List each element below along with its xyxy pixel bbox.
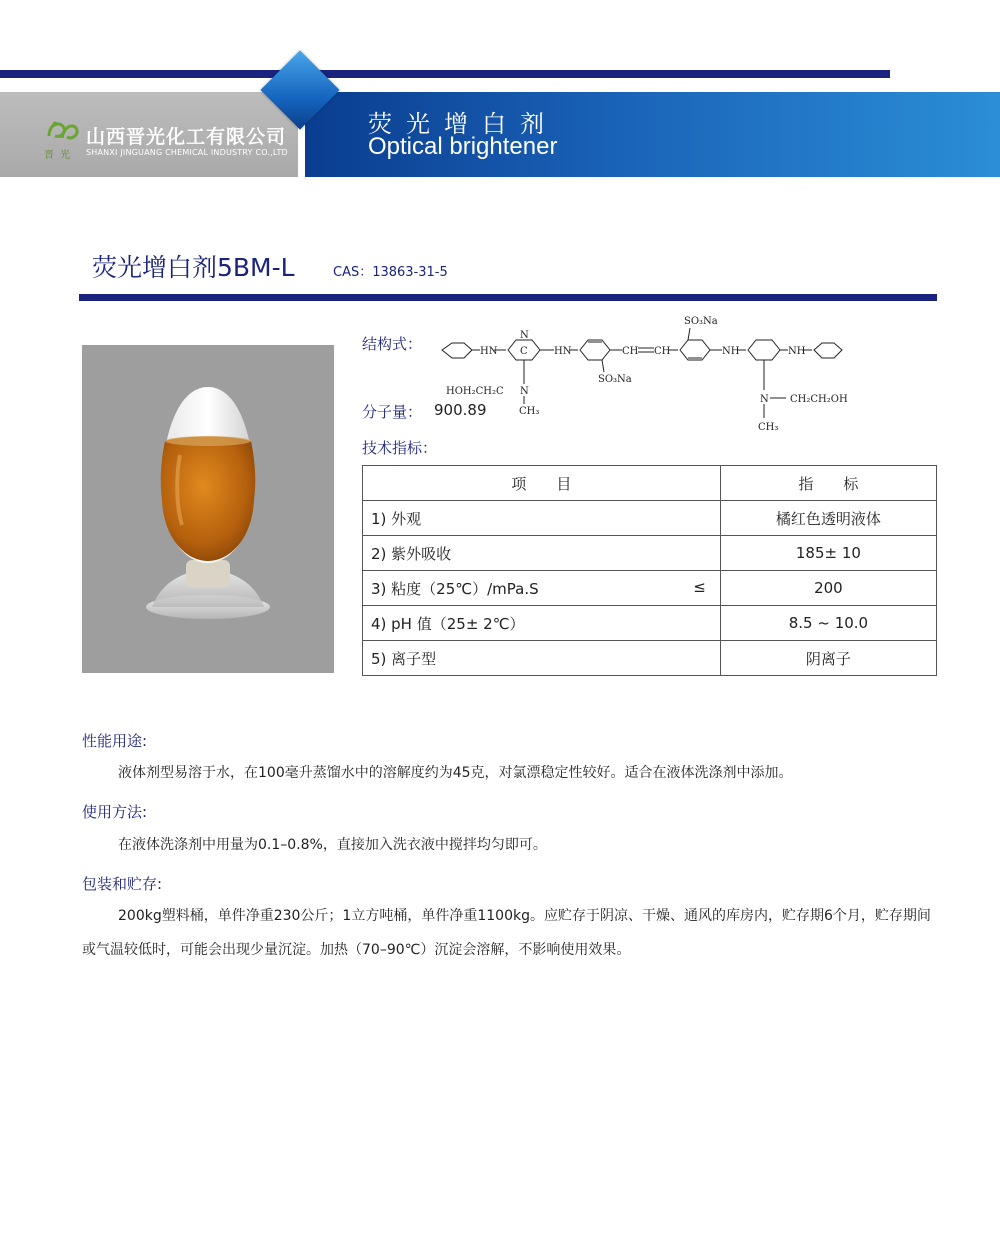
nh-group: NH (788, 346, 806, 357)
molecular-weight-value: 900.89 (434, 401, 487, 419)
ch-group: CH (654, 346, 671, 357)
c-atom: C (520, 346, 528, 357)
hn-group: HN (554, 346, 572, 357)
table-row (363, 606, 937, 641)
n-atom: N (760, 394, 769, 405)
spec-value: 8.5 ~ 10.0 (720, 606, 936, 641)
header-top-stripe (0, 70, 890, 78)
spec-table (362, 465, 937, 676)
company-name-en: SHANXI JINGUANG CHEMICAL INDUSTRY CO.,LTD (86, 148, 288, 157)
nh-group: NH (722, 346, 740, 357)
spec-item: 1) 外观 (371, 509, 422, 528)
table-header-row (363, 466, 937, 501)
method-text: 在液体洗涤剂中用量为0.1–0.8%，直接加入洗衣液中搅拌均匀即可。 (118, 837, 547, 853)
n-atom: N (520, 330, 529, 341)
product-name: 荧光增白剂5BM-L (92, 253, 295, 282)
methyl-right: CH₃ (758, 422, 779, 433)
header-item: 项 目 (363, 466, 721, 501)
table-row (363, 641, 937, 676)
flask-image (82, 345, 334, 673)
usage-heading: 性能用途: (82, 732, 148, 750)
header-value: 指 标 (720, 466, 936, 501)
usage-text: 液体剂型易溶于水，在100毫升蒸馏水中的溶解度约为45克，对氯漂稳定性较好。适合在液体洗涤剂中添加。 (118, 765, 793, 781)
molecular-weight-label: 分子量： (362, 403, 423, 421)
header-title-en: Optical brightener (368, 133, 558, 160)
spec-value: 200 (720, 571, 936, 606)
title-divider (79, 294, 937, 301)
ch-group: CH (622, 346, 639, 357)
storage-heading: 包装和贮存: (82, 875, 163, 893)
spec-value: 阴离子 (720, 641, 936, 676)
spec-value: 橘红色透明液体 (720, 501, 936, 536)
structure-label: 结构式： (362, 335, 423, 353)
spec-item: 5) 离子型 (371, 649, 437, 668)
table-row (363, 571, 937, 606)
company-logo-icon (46, 118, 80, 144)
hydroxyethyl-left: HOH₂CH₂C (446, 386, 504, 397)
hn-group: HN (480, 346, 498, 357)
method-heading: 使用方法: (82, 803, 148, 821)
n-atom: N (520, 386, 529, 397)
spec-item: 2) 紫外吸收 (371, 544, 452, 563)
company-name-cn: 山西晋光化工有限公司 (86, 126, 287, 148)
logo-tagline: 晋光 (44, 150, 76, 161)
table-row (363, 501, 937, 536)
spec-item: 4) pH 值（25± 2℃） (371, 614, 525, 633)
so3na-group: SO₃Na (598, 374, 632, 385)
spec-value: 185± 10 (720, 536, 936, 571)
so3na-group: SO₃Na (684, 316, 718, 327)
spec-item: 3) 粘度（25℃）/mPa.S (371, 579, 539, 598)
storage-text: 200kg塑料桶，单件净重230公斤；1立方吨桶，单件净重1100kg。应贮存于阴凉、干燥、通风的库房内，贮存期6个月，贮存期间或气温较低时，可能会出现少量沉淀。加热（70–90℃）沉淀会溶解，不影响使用效果。 (82, 908, 931, 958)
cas-number: CAS：13863-31-5 (333, 265, 448, 280)
spec-label: 技术指标： (362, 439, 438, 457)
product-photo (82, 345, 334, 673)
header-title-cn: 荧光增白剂 (368, 110, 558, 138)
structural-formula (432, 308, 952, 438)
hydroxyethyl-right: CH₂CH₂OH (790, 394, 848, 405)
spec-symbol: ≤ (693, 577, 706, 596)
methyl-left: CH₃ (519, 406, 540, 417)
table-row (363, 536, 937, 571)
